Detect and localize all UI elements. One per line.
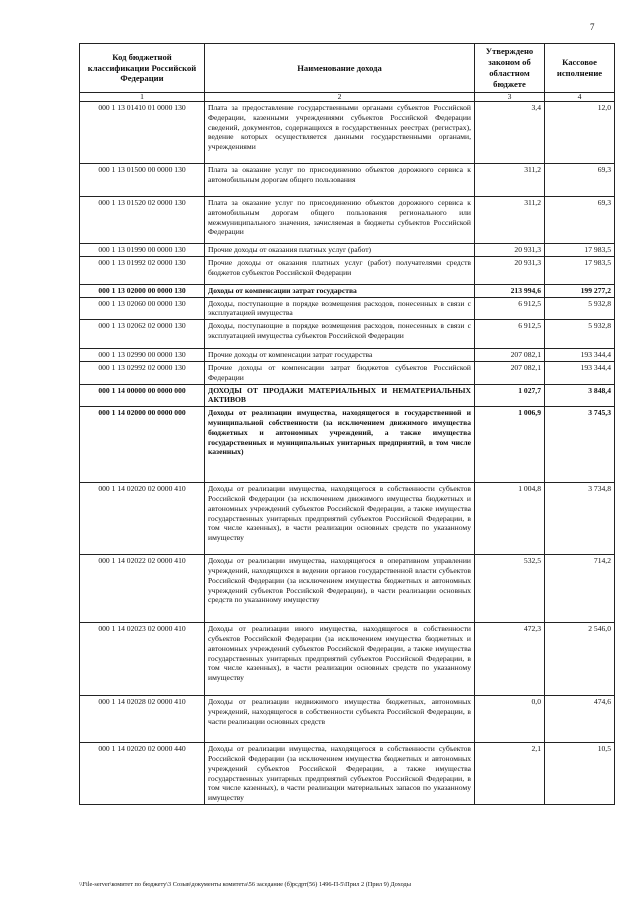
cash-execution-cell: 12,0 bbox=[545, 102, 615, 164]
income-name-cell: Прочие доходы от оказания платных услуг (работ) bbox=[205, 244, 475, 257]
income-name-cell: Доходы от реализации недвижимого имущества бюджетных, автономных учреждений, находящегося в собственности субъекта Российской Федерации, в части реализации основных средств bbox=[205, 696, 475, 743]
cash-execution-cell: 5 932,8 bbox=[545, 320, 615, 349]
income-name-cell: Доходы от реализации имущества, находящегося в собственности субъектов Российской Федерации (за исключением имущества бюджетных и автономных учреждений субъектов Российской Федерации, а также имущества государственных унитарных предприятий субъектов Российской Федерации, в том числе казенных), в части реализации материальных запасов по указанному имуществу bbox=[205, 743, 475, 805]
table-row bbox=[80, 696, 615, 743]
income-name-cell: ДОХОДЫ ОТ ПРОДАЖИ МАТЕРИАЛЬНЫХ И НЕМАТЕРИАЛЬНЫХ АКТИВОВ bbox=[205, 384, 475, 407]
approved-amount-cell: 213 994,6 bbox=[475, 284, 545, 297]
approved-amount-cell: 20 931,3 bbox=[475, 256, 545, 284]
file-path-footer: \\File-server\комитет по бюджету\3 Созыв\документы комитета\56 заседание (б)рсдрт(56) 1496-П-5\Прил 2 (Прил 9) Доходы bbox=[79, 881, 411, 888]
approved-amount-cell: 2,1 bbox=[475, 743, 545, 805]
table-body bbox=[80, 93, 615, 805]
cash-execution-cell: 199 277,2 bbox=[545, 284, 615, 297]
table-row bbox=[80, 407, 615, 483]
approved-amount-cell: 311,2 bbox=[475, 164, 545, 197]
cash-execution-cell: 714,2 bbox=[545, 555, 615, 623]
approved-amount-cell: 311,2 bbox=[475, 197, 545, 244]
cash-execution-cell: 5 932,8 bbox=[545, 297, 615, 320]
budget-code-cell: 000 1 13 01992 02 0000 130 bbox=[80, 256, 205, 284]
income-name-cell: Прочие доходы от компенсации затрат бюджетов субъектов Российской Федерации bbox=[205, 361, 475, 384]
income-name-cell: Прочие доходы от компенсации затрат государства bbox=[205, 349, 475, 362]
table-row bbox=[80, 164, 615, 197]
budget-code-cell: 000 1 14 02023 02 0000 410 bbox=[80, 623, 205, 696]
table-row bbox=[80, 256, 615, 284]
cash-execution-cell: 3 848,4 bbox=[545, 384, 615, 407]
approved-amount-cell: 0,0 bbox=[475, 696, 545, 743]
cash-execution-cell: 3 734,8 bbox=[545, 483, 615, 555]
income-name-cell: Доходы от реализации имущества, находящегося в оперативном управлении учреждений, находящихся в ведении органов государственной власти субъектов Российской Федерации (за исключением имущества бюджетных и автономных учреждений субъектов Российской Федерации), в части реализации основных средств по указанному имуществу bbox=[205, 555, 475, 623]
cash-execution-cell: 193 344,4 bbox=[545, 349, 615, 362]
approved-amount-cell: 207 082,1 bbox=[475, 349, 545, 362]
table-row bbox=[80, 297, 615, 320]
budget-code-cell: 000 1 13 01410 01 0000 130 bbox=[80, 102, 205, 164]
column-number: 2 bbox=[205, 93, 475, 102]
income-name-cell: Прочие доходы от оказания платных услуг (работ) получателями средств бюджетов субъектов Российской Федерации bbox=[205, 256, 475, 284]
table-row bbox=[80, 197, 615, 244]
budget-code-cell: 000 1 13 02990 00 0000 130 bbox=[80, 349, 205, 362]
table-row bbox=[80, 555, 615, 623]
income-name-cell: Доходы от реализации иного имущества, находящегося в собственности субъектов Российской Федерации (за исключением имущества бюджетных и автономных учреждений субъектов Российской Федерации, а также имущества государственных унитарных предприятий субъектов Российской Федерации, в том числе казенных), в части реализации основных средств по указанному имуществу bbox=[205, 623, 475, 696]
cash-execution-cell: 69,3 bbox=[545, 197, 615, 244]
budget-code-cell: 000 1 13 02062 02 0000 130 bbox=[80, 320, 205, 349]
cash-execution-cell: 17 983,5 bbox=[545, 256, 615, 284]
income-name-cell: Плата за оказание услуг по присоединению объектов дорожного сервиса к автомобильным дорогам общего пользования bbox=[205, 164, 475, 197]
approved-amount-cell: 472,3 bbox=[475, 623, 545, 696]
budget-code-cell: 000 1 14 02028 02 0000 410 bbox=[80, 696, 205, 743]
table-header-row bbox=[80, 44, 615, 93]
budget-code-cell: 000 1 13 01520 02 0000 130 bbox=[80, 197, 205, 244]
header-approved: Утверждено законом об областном бюджете bbox=[475, 44, 545, 93]
budget-code-cell: 000 1 13 01500 00 0000 130 bbox=[80, 164, 205, 197]
header-cash: Кассовое исполнение bbox=[545, 44, 615, 93]
table-row bbox=[80, 349, 615, 362]
budget-code-cell: 000 1 13 02992 02 0000 130 bbox=[80, 361, 205, 384]
column-number: 4 bbox=[545, 93, 615, 102]
income-name-cell: Доходы, поступающие в порядке возмещения расходов, понесенных в связи с эксплуатацией имущества bbox=[205, 297, 475, 320]
approved-amount-cell: 1 027,7 bbox=[475, 384, 545, 407]
approved-amount-cell: 1 004,8 bbox=[475, 483, 545, 555]
budget-code-cell: 000 1 14 02000 00 0000 000 bbox=[80, 407, 205, 483]
page-number: 7 bbox=[590, 22, 595, 32]
table-row bbox=[80, 244, 615, 257]
income-name-cell: Доходы от компенсации затрат государства bbox=[205, 284, 475, 297]
approved-amount-cell: 20 931,3 bbox=[475, 244, 545, 257]
budget-code-cell: 000 1 13 02060 00 0000 130 bbox=[80, 297, 205, 320]
column-number: 3 bbox=[475, 93, 545, 102]
budget-code-cell: 000 1 14 00000 00 0000 000 bbox=[80, 384, 205, 407]
income-name-cell: Доходы от реализации имущества, находящегося в собственности субъектов Российской Федерации (за исключением движимого имущества бюджетных и автономных учреждений субъектов Российской Федерации, а также имущества государственных унитарных предприятий субъектов Российской Федерации, в том числе казенных), в части реализации основных средств по указанному имуществу bbox=[205, 483, 475, 555]
header-code: Код бюджетной классификации Российской Федерации bbox=[80, 44, 205, 93]
table-row bbox=[80, 320, 615, 349]
budget-code-cell: 000 1 14 02020 02 0000 410 bbox=[80, 483, 205, 555]
income-name-cell: Доходы от реализации имущества, находящегося в государственной и муниципальной собственности (за исключением движимого имущества бюджетных и автономных учреждений, а также имущества государственных и муниципальных унитарных предприятий, в том числе казенных) bbox=[205, 407, 475, 483]
table-row bbox=[80, 102, 615, 164]
income-name-cell: Плата за оказание услуг по присоединению объектов дорожного сервиса к автомобильным дорогам общего пользования регионального или межмуниципального значения, зачисляемая в бюджеты субъектов Российской Федерации bbox=[205, 197, 475, 244]
approved-amount-cell: 207 082,1 bbox=[475, 361, 545, 384]
budget-code-cell: 000 1 13 02000 00 0000 130 bbox=[80, 284, 205, 297]
table-row bbox=[80, 384, 615, 407]
table-row bbox=[80, 361, 615, 384]
approved-amount-cell: 3,4 bbox=[475, 102, 545, 164]
column-number: 1 bbox=[80, 93, 205, 102]
table-row bbox=[80, 483, 615, 555]
budget-code-cell: 000 1 13 01990 00 0000 130 bbox=[80, 244, 205, 257]
table-row bbox=[80, 623, 615, 696]
cash-execution-cell: 10,5 bbox=[545, 743, 615, 805]
table-row bbox=[80, 284, 615, 297]
header-name: Наименование дохода bbox=[205, 44, 475, 93]
cash-execution-cell: 69,3 bbox=[545, 164, 615, 197]
table-row bbox=[80, 743, 615, 805]
cash-execution-cell: 474,6 bbox=[545, 696, 615, 743]
approved-amount-cell: 6 912,5 bbox=[475, 320, 545, 349]
cash-execution-cell: 17 983,5 bbox=[545, 244, 615, 257]
approved-amount-cell: 6 912,5 bbox=[475, 297, 545, 320]
approved-amount-cell: 532,5 bbox=[475, 555, 545, 623]
approved-amount-cell: 1 006,9 bbox=[475, 407, 545, 483]
budget-table bbox=[79, 43, 615, 805]
budget-code-cell: 000 1 14 02022 02 0000 410 bbox=[80, 555, 205, 623]
column-numbers-row bbox=[80, 93, 615, 102]
budget-code-cell: 000 1 14 02020 02 0000 440 bbox=[80, 743, 205, 805]
cash-execution-cell: 193 344,4 bbox=[545, 361, 615, 384]
income-name-cell: Доходы, поступающие в порядке возмещения расходов, понесенных в связи с эксплуатацией имущества субъектов Российской Федерации bbox=[205, 320, 475, 349]
cash-execution-cell: 3 745,3 bbox=[545, 407, 615, 483]
cash-execution-cell: 2 546,0 bbox=[545, 623, 615, 696]
income-name-cell: Плата за предоставление государственными органами субъектов Российской Федерации, казенными учреждениями субъектов Российской Федерации сведений, документов, содержащихся в государственных реестрах (регистрах), ведение которых осуществляется данными государственными органами, учреждениями bbox=[205, 102, 475, 164]
